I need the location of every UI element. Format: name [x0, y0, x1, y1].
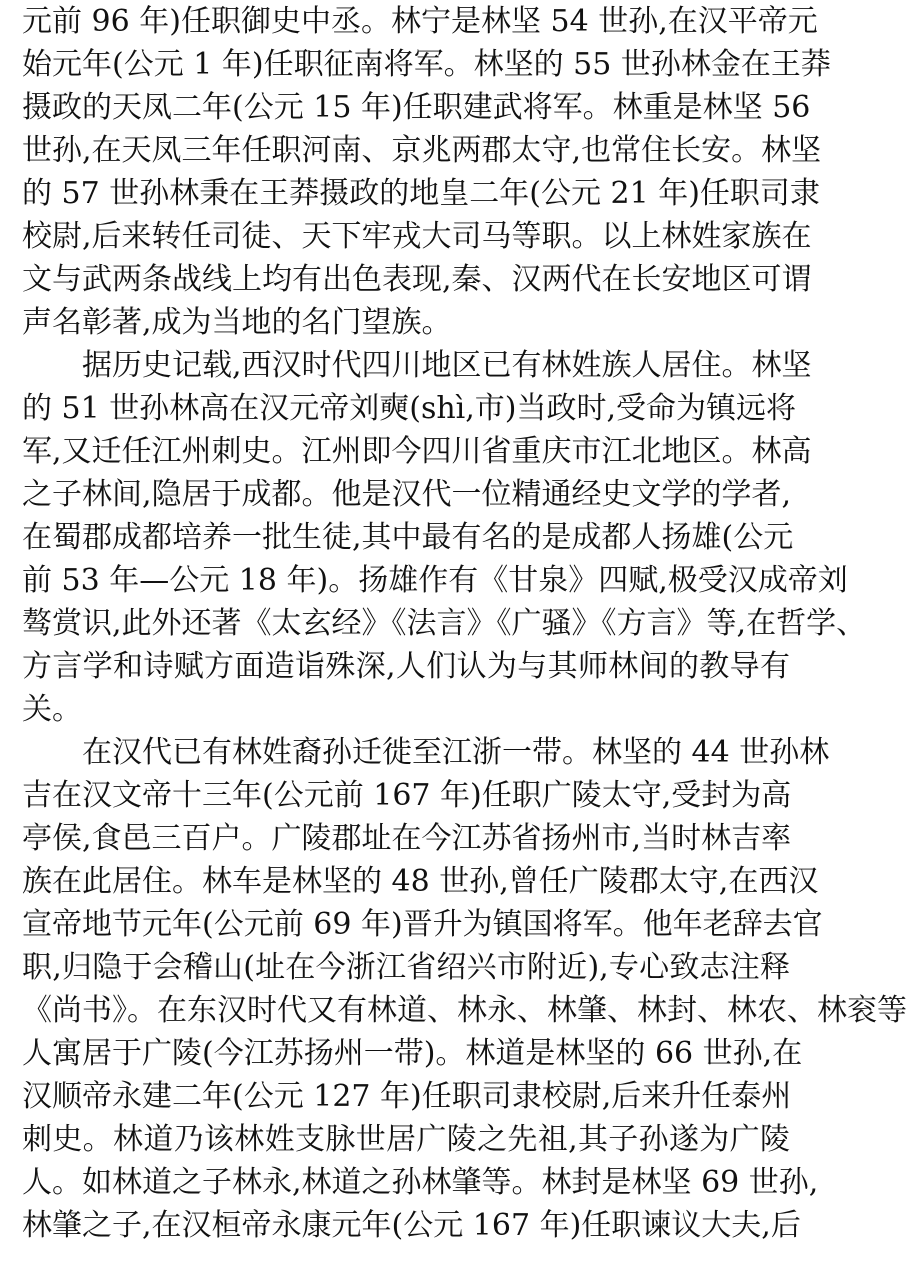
- text-line: 《尚书》。在东汉时代又有林道、林永、林肇、林封、林农、林衮等: [22, 993, 907, 1028]
- text-line: 人。如林道之子林永,林道之孙林肇等。林封是林坚 69 世孙,: [22, 1165, 819, 1200]
- text-line: 声名彰著,成为当地的名门望族。: [22, 305, 452, 340]
- text-line: 关。: [22, 692, 82, 727]
- text-line: 职,归隐于会稽山(址在今浙江省绍兴市附近),专心致志注释: [22, 950, 790, 985]
- text-line: 林肇之子,在汉桓帝永康元年(公元 167 年)任职谏议大夫,后: [22, 1208, 801, 1243]
- text-line: 宣帝地节元年(公元前 69 年)晋升为镇国将军。他年老辞去官: [22, 907, 823, 942]
- text-line: 亭侯,食邑三百户。广陵郡址在今江苏省扬州市,当时林吉率: [22, 821, 792, 856]
- text-line: 人寓居于广陵(今江苏扬州一带)。林道是林坚的 66 世孙,在: [22, 1036, 803, 1071]
- text-line: 族在此居住。林车是林坚的 48 世孙,曾任广陵郡太守,在西汉: [22, 864, 819, 899]
- text-line: 的 57 世孙林秉在王莽摄政的地皇二年(公元 21 年)任职司隶: [22, 176, 820, 211]
- text-line: 文与武两条战线上均有出色表现,秦、汉两代在长安地区可谓: [22, 262, 812, 297]
- text-line: 前 53 年—公元 18 年)。扬雄作有《甘泉》四赋,极受汉成帝刘: [22, 563, 848, 598]
- text-line: 骜赏识,此外还著《太玄经》《法言》《广骚》《方言》等,在哲学、: [22, 606, 867, 641]
- paragraph-start-line: 在汉代已有林姓裔孙迁徙至江浙一带。林坚的 44 世孙林: [82, 735, 830, 770]
- text-line: 之子林间,隐居于成都。他是汉代一位精通经史文学的学者,: [22, 477, 792, 512]
- text-line: 摄政的天凤二年(公元 15 年)任职建武将军。林重是林坚 56: [22, 90, 811, 125]
- paragraph-start-line: 据历史记载,西汉时代四川地区已有林姓族人居住。林坚: [82, 348, 812, 383]
- text-line: 元前 96 年)任职御史中丞。林宁是林坚 54 世孙,在汉平帝元: [22, 4, 818, 39]
- text-line: 始元年(公元 1 年)任职征南将军。林坚的 55 世孙林金在王莽: [22, 47, 831, 82]
- text-line: 吉在汉文帝十三年(公元前 167 年)任职广陵太守,受封为高: [22, 778, 792, 813]
- text-line: 的 51 世孙林高在汉元帝刘奭(shì,市)当政时,受命为镇远将: [22, 391, 797, 426]
- text-line: 汉顺帝永建二年(公元 127 年)任职司隶校尉,后来升任泰州: [22, 1079, 792, 1114]
- text-line: 方言学和诗赋方面造诣殊深,人们认为与其师林间的教导有: [22, 649, 790, 684]
- text-line: 军,又迁任江州刺史。江州即今四川省重庆市江北地区。林高: [22, 434, 812, 469]
- text-line: 校尉,后来转任司徒、天下牢戎大司马等职。以上林姓家族在: [22, 219, 812, 254]
- text-line: 世孙,在天凤三年任职河南、京兆两郡太守,也常住长安。林坚: [22, 133, 822, 168]
- text-line: 刺史。林道乃该林姓支脉世居广陵之先祖,其子孙遂为广陵: [22, 1122, 790, 1157]
- text-line: 在蜀郡成都培养一批生徒,其中最有名的是成都人扬雄(公元: [22, 520, 794, 555]
